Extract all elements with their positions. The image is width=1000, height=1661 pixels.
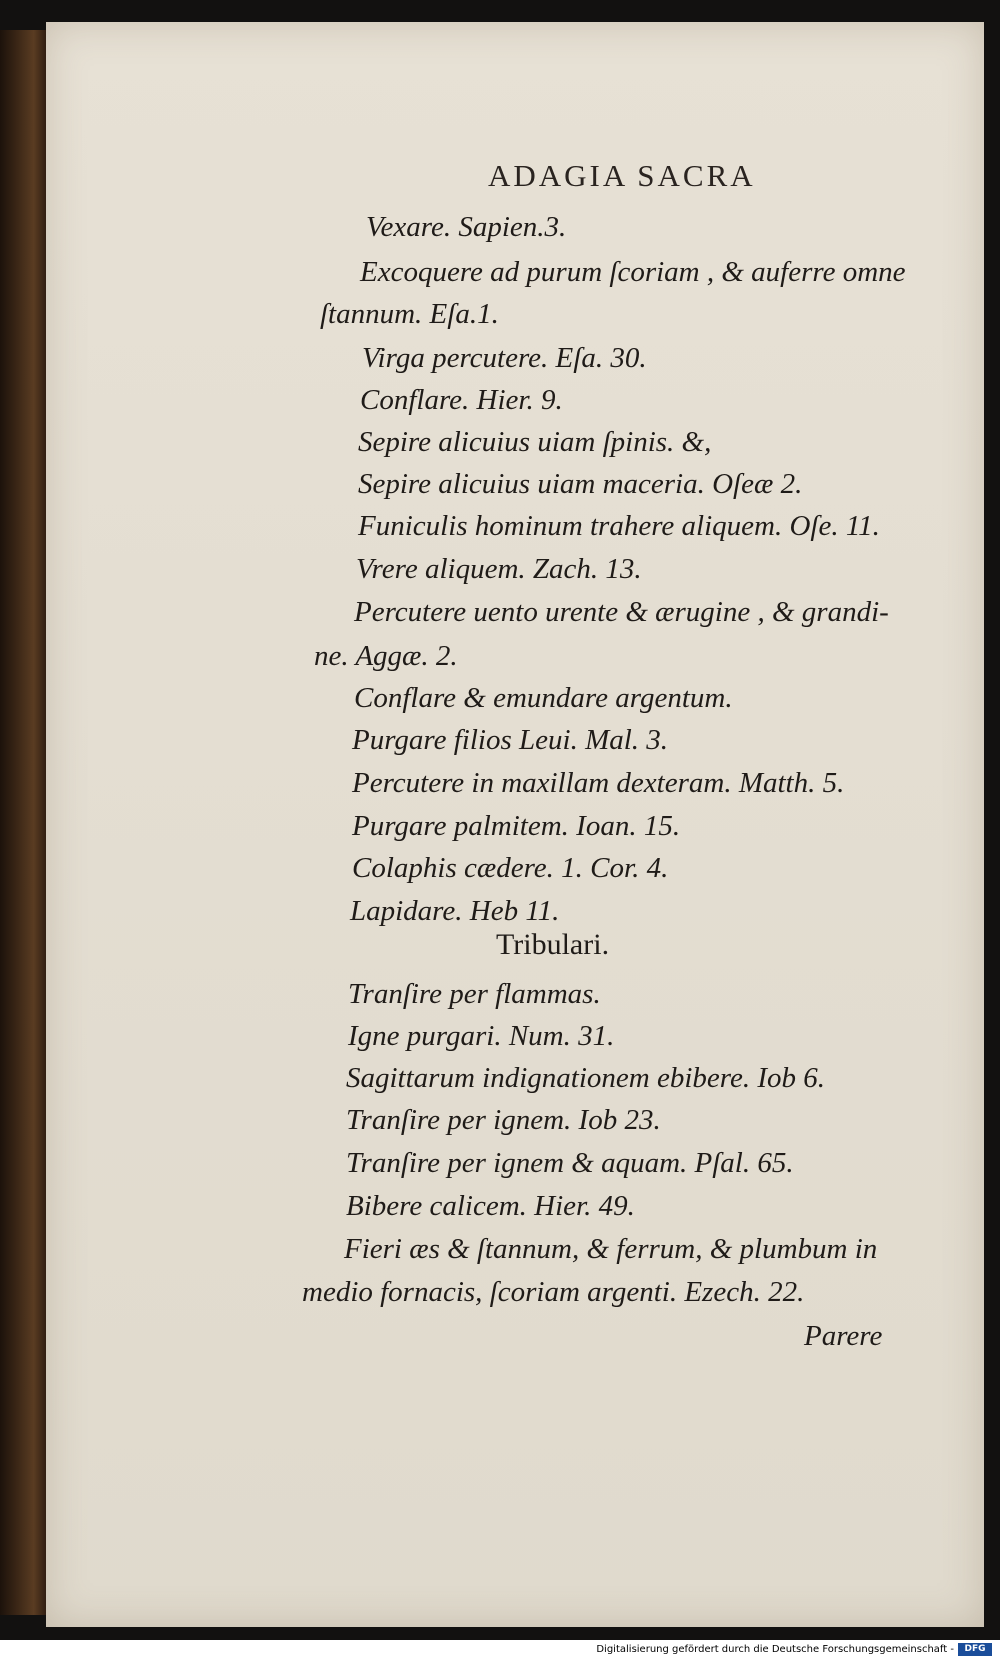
section-heading: Tribulari. <box>496 928 610 961</box>
dfg-logo: DFG <box>958 1643 992 1656</box>
text-line: ne. Aggæ. 2. <box>314 640 458 672</box>
text-line: Funiculis hominum trahere aliquem. Oſe. 11. <box>358 510 880 542</box>
text-line: Vexare. Sapien.3. <box>366 211 567 243</box>
text-line: Colaphis cædere. 1. Cor. 4. <box>352 852 669 884</box>
text-line: medio fornacis, ſcoriam argenti. Ezech. 22. <box>302 1276 805 1308</box>
text-line: Igne purgari. Num. 31. <box>348 1020 615 1052</box>
text-line: Purgare filios Leui. Mal. 3. <box>352 724 669 756</box>
text-line: Sepire alicuius uiam maceria. Oſeæ 2. <box>358 468 803 500</box>
text-line: Tranſire per ignem & aquam. Pſal. 65. <box>346 1147 794 1179</box>
text-line: Tranſire per ignem. Iob 23. <box>346 1104 661 1136</box>
running-head: ADAGIA SACRA <box>488 158 756 193</box>
text-line: Bibere calicem. Hier. 49. <box>346 1190 635 1222</box>
footer-bar <box>0 1640 1000 1661</box>
text-line: Virga percutere. Eſa. 30. <box>362 342 647 374</box>
text-line: ſtannum. Eſa.1. <box>320 298 499 330</box>
text-line: Sagittarum indignationem ebibere. Iob 6. <box>346 1062 825 1094</box>
text-line: Tranſire per flammas. <box>348 978 601 1010</box>
book-edge <box>0 30 48 1615</box>
text-line: Percutere uento urente & ærugine , & grandi- <box>354 596 889 628</box>
text-line: Excoquere ad purum ſcoriam , & auferre omne <box>360 256 906 288</box>
text-line: Vrere aliquem. Zach. 13. <box>356 553 642 585</box>
digitization-credit: Digitalisierung gefördert durch die Deutsche Forschungsgemeinschaft - <box>596 1644 954 1655</box>
text-line: Purgare palmitem. Ioan. 15. <box>352 810 681 842</box>
text-line: Sepire alicuius uiam ſpinis. &, <box>358 426 712 458</box>
text-line: Fieri æs & ſtannum, & ferrum, & plumbum in <box>344 1233 878 1265</box>
text-line: Conflare & emundare argentum. <box>354 682 733 714</box>
text-line: Lapidare. Heb 11. <box>350 895 560 927</box>
text-line: Percutere in maxillam dexteram. Matth. 5. <box>352 767 845 799</box>
catchword: Parere <box>804 1320 883 1352</box>
text-line: Conflare. Hier. 9. <box>360 384 563 416</box>
